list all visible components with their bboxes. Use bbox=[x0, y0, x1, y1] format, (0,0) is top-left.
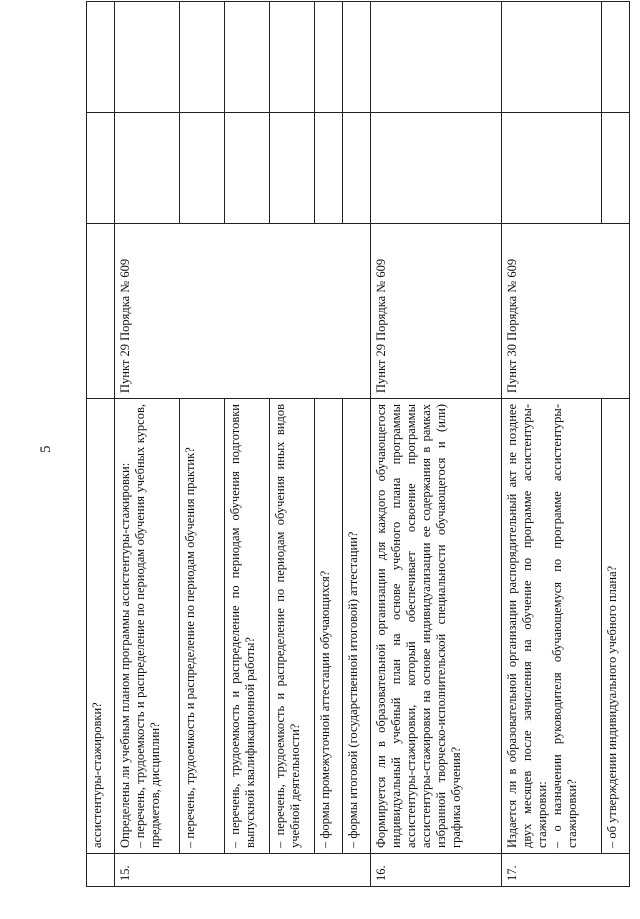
cell-note bbox=[87, 2, 115, 113]
table-row bbox=[224, 2, 269, 887]
cell-note bbox=[224, 2, 269, 113]
table-row bbox=[343, 2, 371, 887]
cell-num: 16. bbox=[371, 854, 502, 887]
cell-note bbox=[270, 2, 315, 113]
cell-note bbox=[371, 2, 502, 113]
cell-num: 15. bbox=[115, 854, 371, 887]
cell-answer bbox=[501, 113, 601, 224]
table-row bbox=[601, 2, 629, 887]
cell-answer bbox=[343, 113, 371, 224]
cell-answer bbox=[179, 113, 224, 224]
cell-question: ассистентуры-стажировки? bbox=[87, 399, 115, 854]
question-text: Издается ли в образовательной организации распорядительный акт не позднее двух месяцев после зачисления на обучение по программе ассистентуры-стажировки: bbox=[504, 404, 549, 848]
cell-ref bbox=[87, 224, 115, 399]
cell-note bbox=[601, 2, 629, 113]
cell-note bbox=[343, 2, 371, 113]
page-number: 5 bbox=[38, 445, 54, 453]
cell-answer bbox=[115, 113, 180, 224]
question-text: – о назначении руководителя обучающемуся по программе ассистентуры-стажировки? bbox=[549, 404, 579, 848]
cell-question: – перечень, трудоемкость и распределение по периодам обучения подготовки выпускной квалификационной работы? bbox=[224, 399, 269, 854]
cell-answer bbox=[315, 113, 343, 224]
table-row bbox=[270, 2, 315, 887]
table-row bbox=[115, 2, 180, 887]
cell-answer bbox=[601, 113, 629, 224]
cell-answer bbox=[270, 113, 315, 224]
table-row bbox=[371, 2, 502, 887]
cell-question: – формы промежуточной аттестации обучающихся? bbox=[315, 399, 343, 854]
cell-question: – об утверждении индивидуального учебного плана? bbox=[601, 399, 629, 854]
cell-note bbox=[315, 2, 343, 113]
cell-num: 17. bbox=[501, 854, 629, 887]
cell-question: – перечень, трудоемкость и распределение по периодам обучения иных видов учебной деятельности? bbox=[270, 399, 315, 854]
cell-answer bbox=[224, 113, 269, 224]
question-text: Определены ли учебным планом программы ассистентуры-стажировки: bbox=[118, 462, 133, 848]
cell-question: – перечень, трудоемкость и распределение по периодам обучения практик? bbox=[179, 399, 224, 854]
cell-question: – формы итоговой (государственной итоговой) аттестации? bbox=[343, 399, 371, 854]
table-row bbox=[315, 2, 343, 887]
question-text: – перечень, трудоемкость и распределение по периодам обучения учебных курсов, предметов, дисциплин? bbox=[133, 404, 163, 848]
cell-answer bbox=[87, 113, 115, 224]
table-row bbox=[501, 2, 601, 887]
cell-ref: Пункт 30 Порядка № 609 bbox=[501, 224, 629, 399]
cell-answer bbox=[371, 113, 502, 224]
cell-ref: Пункт 29 Порядка № 609 bbox=[115, 224, 371, 399]
cell-note bbox=[179, 2, 224, 113]
table-row bbox=[179, 2, 224, 887]
rotated-table-wrapper bbox=[86, 57, 630, 887]
table-row bbox=[87, 2, 115, 887]
cell-question bbox=[115, 399, 180, 854]
checklist-table bbox=[86, 1, 630, 887]
cell-ref: Пункт 29 Порядка № 609 bbox=[371, 224, 502, 399]
cell-note bbox=[501, 2, 601, 113]
cell-note bbox=[115, 2, 180, 113]
cell-question bbox=[501, 399, 601, 854]
cell-num bbox=[87, 854, 115, 887]
cell-question: Формируется ли в образовательной организации для каждого обучающегося индивидуальный учебный план на основе учебного плана программы ассистентуры-стажировки, который обеспечивает освоение программы ассистентуры-стажировки на основе индивидуализации ее содержания в рамках избранной творческо-исполнительской специальности обучающегося и (или) графика обучения? bbox=[371, 399, 502, 854]
